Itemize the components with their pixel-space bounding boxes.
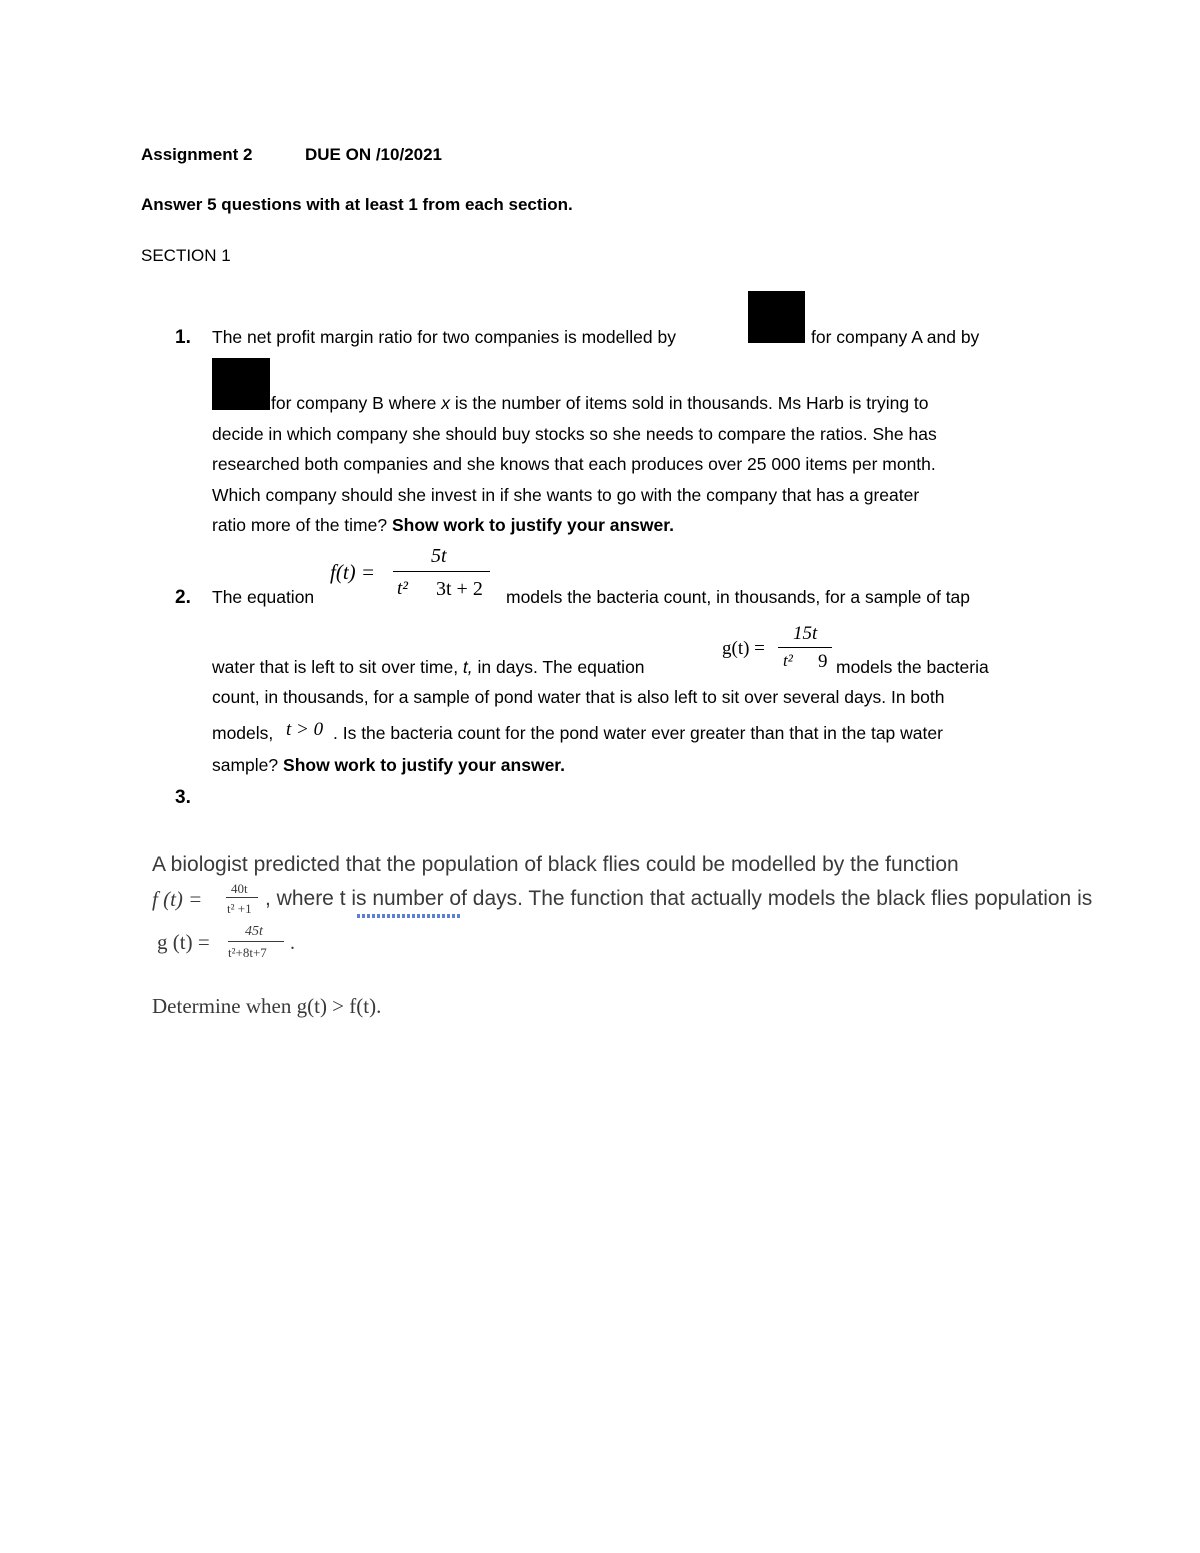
q2-line-3: count, in thousands, for a sample of pond water that is also left to sit over several days. In both bbox=[212, 687, 945, 707]
q1-line-2 bbox=[271, 395, 929, 413]
q2-condition: t > 0 bbox=[286, 719, 324, 740]
q2-var-t: t, bbox=[462, 657, 473, 677]
q3-g-period: . bbox=[290, 932, 295, 954]
due-date: DUE ON /10/2021 bbox=[305, 145, 443, 164]
q3-f-numerator: 40t bbox=[231, 881, 248, 896]
q2-g-fraction-bar bbox=[778, 647, 832, 648]
q2-f-den-b: 3t + 2 bbox=[436, 578, 483, 600]
redacted-formula-a bbox=[748, 291, 805, 343]
q3-g-numerator: 45t bbox=[245, 924, 263, 939]
q2-line-4b: . Is the bacteria count for the pond water ever greater than that in the tap water bbox=[333, 723, 943, 743]
q2-g-numerator: 15t bbox=[793, 623, 818, 644]
assignment-title: Assignment 2 bbox=[141, 145, 253, 164]
q2-line-2c: models the bacteria bbox=[836, 657, 989, 677]
q2-line-4a: models, bbox=[212, 723, 274, 743]
q3-g-lhs bbox=[157, 930, 210, 955]
section-heading: SECTION 1 bbox=[141, 246, 231, 265]
question-2-number: 2. bbox=[175, 587, 191, 608]
q3-f-lhs: f (t) = bbox=[152, 887, 203, 911]
q3-line-1: A biologist predicted that the population of black flies could be modelled by the function bbox=[152, 853, 959, 876]
q1-line-2b: is the number of items sold in thousands. Ms Harb is trying to bbox=[449, 393, 929, 413]
q2-line-2 bbox=[212, 659, 645, 677]
q3-f-fraction-bar bbox=[226, 897, 258, 898]
q3-g-denominator: t²+8t+7 bbox=[228, 945, 267, 960]
q1-line-6 bbox=[212, 517, 674, 535]
q2-f-lhs: f(t) = bbox=[330, 560, 376, 584]
q1-line-6a: ratio more of the time? bbox=[212, 515, 392, 535]
q2-g-den-b: 9 bbox=[818, 651, 828, 672]
q2-line-1b: models the bacteria count, in thousands, for a sample of tap bbox=[506, 587, 971, 607]
q1-line-5: Which company should she invest in if she wants to go with the company that has a greater bbox=[212, 485, 920, 505]
q3-line-3: Determine when g(t) > f(t). bbox=[152, 994, 382, 1018]
q1-line-3: decide in which company she should buy stocks so she needs to compare the ratios. She has bbox=[212, 424, 937, 444]
q2-g-den-a: t² bbox=[783, 651, 793, 670]
q2-f-numerator: 5t bbox=[431, 545, 447, 567]
q3-g-fraction-bar bbox=[228, 941, 284, 942]
q2-line-5a: sample? bbox=[212, 755, 284, 775]
q1-justify: Show work to justify your answer. bbox=[391, 515, 674, 535]
q2-line-1a: The equation bbox=[212, 587, 315, 607]
question-3-number: 3. bbox=[175, 787, 191, 808]
q1-var-x: x bbox=[441, 393, 450, 413]
q3-spellcheck-phrase: is number bbox=[351, 887, 444, 910]
q2-f-den-a: t² bbox=[397, 578, 408, 599]
q2-line-2a: water that is left to sit over time, bbox=[212, 657, 463, 677]
spellcheck-underline bbox=[357, 914, 460, 918]
q2-g-lhs: g(t) = bbox=[722, 638, 765, 659]
q2-justify: Show work to justify your answer. bbox=[283, 755, 566, 775]
q3-line-2b: of days. The function that actually models the black flies population is bbox=[443, 887, 1093, 910]
q2-line-2b: in days. The equation bbox=[472, 657, 645, 677]
q1-line-4: researched both companies and she knows that each produces over 25 000 items per month. bbox=[212, 454, 936, 474]
q3-line-2 bbox=[265, 887, 1092, 911]
q3-line-2a: , where t bbox=[265, 887, 352, 910]
q2-f-fraction-bar bbox=[393, 571, 490, 572]
redacted-formula-b bbox=[212, 358, 270, 410]
q2-line-5 bbox=[212, 757, 565, 775]
q1-line-2a: for company B where bbox=[271, 393, 442, 413]
instructions: Answer 5 questions with at least 1 from each section. bbox=[141, 195, 573, 214]
question-1-number: 1. bbox=[175, 327, 191, 348]
q1-line-1a: The net profit margin ratio for two companies is modelled by bbox=[212, 327, 676, 347]
q3-f-denominator: t² +1 bbox=[227, 901, 252, 916]
q3-g-lhs-text: g (t) = bbox=[157, 930, 210, 954]
q1-line-1b: for company A and by bbox=[811, 327, 980, 347]
